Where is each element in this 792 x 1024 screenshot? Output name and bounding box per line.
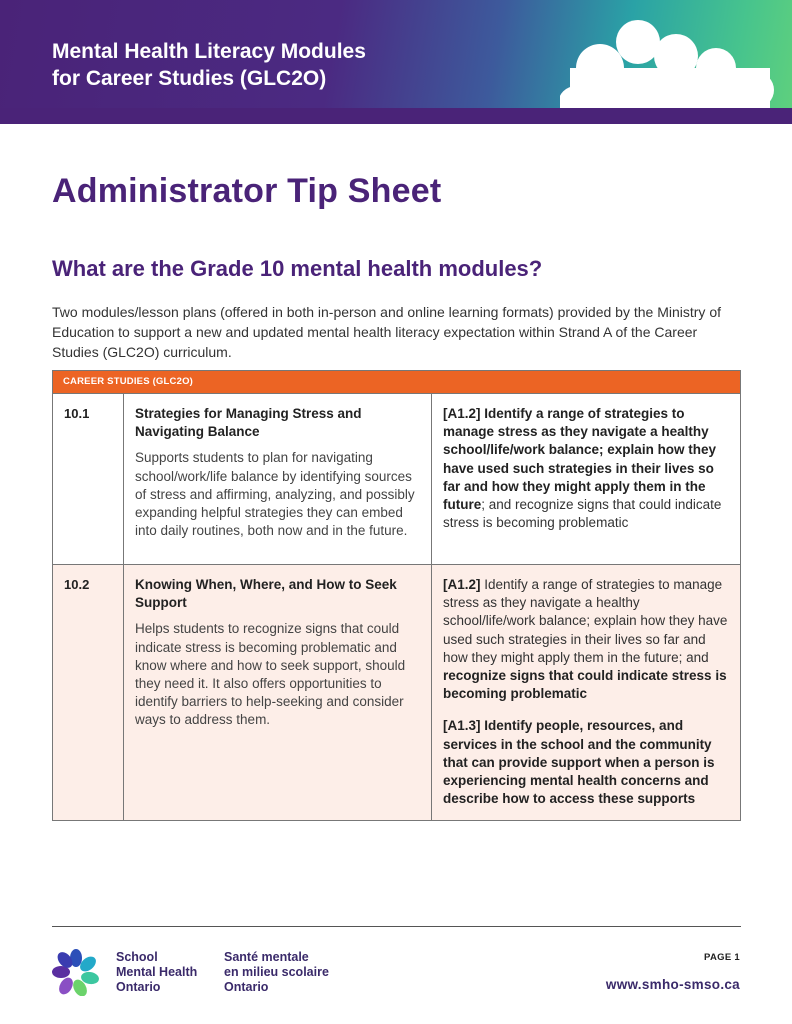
website-link[interactable]: www.smho-smso.ca: [605, 977, 740, 992]
section-heading: What are the Grade 10 mental health modules?: [52, 256, 543, 281]
expectation-bold: [A1.3] Identify people, resources, and services in the school and the community that can provide support when a person is experiencing mental health concerns and describe how to access these supports: [443, 718, 715, 807]
module-id: 10.1: [53, 394, 124, 564]
table-row: [53, 564, 740, 820]
banner-stripe: [0, 108, 792, 124]
expectation-text: Identify a range of strategies to manage stress as they navigate a healthy school/life/work balance; explain how they have used such strategies in their lives so far and how they might apply them in the future; and: [443, 577, 728, 665]
module-cell: [124, 394, 432, 564]
module-id: 10.2: [53, 565, 124, 820]
module-title: Knowing When, Where, and How to Seek Support: [135, 577, 397, 611]
smho-logo-icon: [52, 948, 100, 996]
expectation-bold: recognize signs that could indicate stress is becoming problematic: [443, 668, 727, 702]
expectation-bold: [A1.2] Identify a range of strategies to manage stress as they navigate a healthy school/life/work balance; explain how they have used such strategies in their lives so far and how they might apply them in the future: [443, 406, 717, 513]
expectation-cell: [432, 565, 740, 820]
expectation-a1-3: [443, 717, 730, 808]
expectation-text: ; and recognize signs that could indicate stress is becoming problematic: [443, 497, 722, 531]
module-cell: [124, 565, 432, 820]
footer-divider: [52, 926, 741, 927]
page-number: PAGE 1: [704, 952, 740, 963]
expectation-a1-2: [443, 576, 730, 703]
modules-table: [52, 370, 741, 821]
flower-logo-icon: [560, 8, 792, 118]
page-title: Administrator Tip Sheet: [52, 172, 442, 210]
module-description: Supports students to plan for navigating school/work/life balance by identifying sources of stress and affirming, analyzing, and possibly expanding helpful strategies they can embed into daily routines, both now and in the future.: [135, 450, 415, 539]
table-header: CAREER STUDIES (GLC2O): [53, 371, 740, 393]
header-banner: [0, 0, 792, 124]
table-row: [53, 393, 740, 564]
org-name-french: Santé mentale en milieu scolaire Ontario: [224, 950, 329, 994]
org-name-english: School Mental Health Ontario: [116, 950, 198, 994]
expectation-cell: [432, 394, 740, 564]
expectation-code: [A1.2]: [443, 577, 481, 592]
banner-title: Mental Health Literacy Modules for Career Studies (GLC2O): [52, 40, 366, 90]
module-description: Helps students to recognize signs that could indicate stress is becoming problematic and know where and how to seek support, should they need it. It also offers opportunities to identify barriers to help-seeking and consider ways to address them.: [135, 621, 406, 728]
module-title: Strategies for Managing Stress and Navigating Balance: [135, 406, 362, 440]
intro-paragraph: Two modules/lesson plans (offered in both in-person and online learning formats) provided by the Ministry of Education to support a new and updated mental health literacy expectation within Strand A of the Career Studies (GLC2O) curriculum.: [52, 304, 721, 360]
